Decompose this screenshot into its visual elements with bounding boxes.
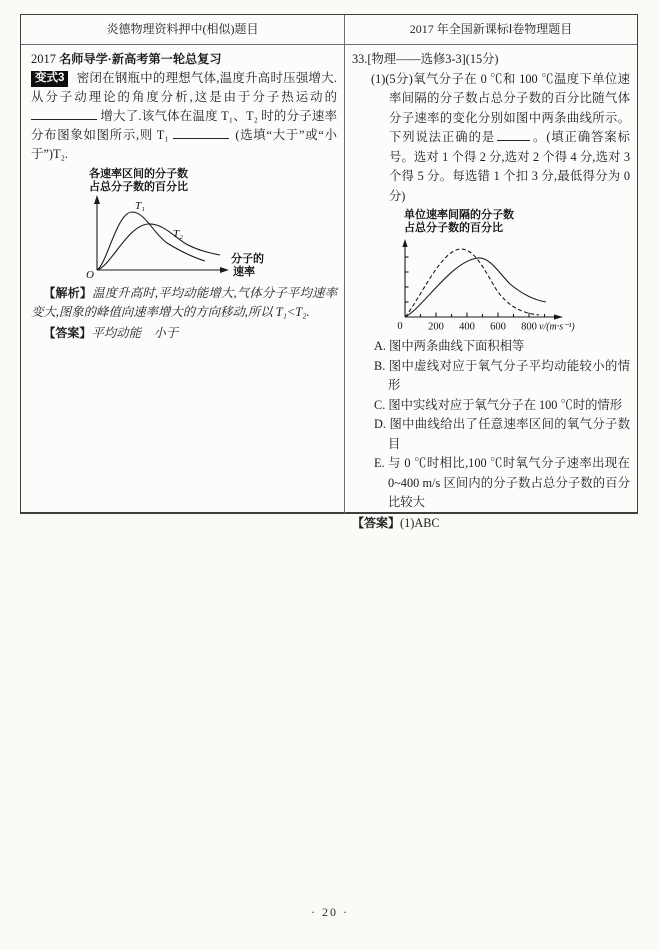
left-x-axis-arrow — [220, 267, 229, 273]
curve-T1-label: T₁ — [135, 200, 145, 212]
left-answer-text: 平均动能 小于 — [91, 326, 179, 340]
source-book-title — [31, 50, 337, 67]
option-D-text: 图中曲线给出了任意速率区间的氧气分子数目 — [388, 417, 630, 451]
q1-part1: (1)(5分)氧气分子在 0 ℃和 100 ℃温度下单位速率间隔的分子数占总分子数的百分比随气体分子速率的变化分别如图中两条曲线所示。下列说法正确的是 — [371, 71, 630, 144]
left-x-label-line1: 分子的 — [231, 253, 264, 265]
page-number: · 20 · — [311, 905, 349, 919]
left-chart-title-line2: 占总分子数的百分比 — [89, 181, 188, 193]
curve-T2-label: T₂ — [173, 228, 183, 240]
left-y-axis-arrow — [94, 195, 100, 204]
header-right-cell: 2017 年全国新课标Ⅰ卷物理题目 — [409, 22, 573, 36]
curve-T2 — [97, 224, 220, 270]
option-B — [374, 357, 630, 396]
option-E-label: E. — [374, 456, 385, 470]
right-answer-marker: 【答案】 — [352, 515, 401, 530]
book-year: 2017 — [31, 52, 56, 66]
right-y-axis-arrow — [402, 239, 407, 247]
curve-solid-100C — [405, 258, 546, 317]
problem-part1: 密闭在钢瓶中的理想气体,温度升高时压强增大.从分子动理论的角度分析,这是由于分子热运动的 — [31, 71, 337, 104]
option-A — [374, 337, 630, 357]
option-E-text: 与 0 ℃时相比,100 ℃时氧气分子速率出现在 0~400 m/s 区间内的分子数占总分子数的百分比较大 — [388, 456, 630, 509]
right-chart-ylabel-line2: 占总分子数的百分比 — [404, 222, 503, 234]
option-C-label: C. — [374, 397, 386, 412]
table-header-row — [21, 15, 637, 45]
option-A-label: A. — [374, 339, 386, 353]
left-origin-label: O — [86, 269, 94, 281]
right-chart-svg — [391, 237, 575, 335]
left-answer-marker: 【答案】 — [43, 326, 92, 340]
q1-part2: 。(填正确答案标号。选对 1 个得 2 分,选对 2 个得 4 分,选对 3 个得 5 分。每选错 1 个扣 3 分,最低得分为 0 分) — [389, 130, 630, 203]
options-list — [374, 337, 630, 513]
right-chart-ylabel-line1: 单位速率间隔的分子数 — [404, 209, 514, 221]
speed-distribution-chart-left — [73, 168, 337, 282]
analysis-paragraph — [31, 284, 337, 322]
variant-problem-text — [31, 69, 337, 164]
option-C — [374, 396, 630, 416]
header-left-cell: 炎德物理资料押中(相似)题目 — [21, 15, 345, 44]
analysis-text: 温度升高时,平均动能增大,气体分子平均速率变大,图象的峰值向速率增大的方向移动,所以 T₁<T₂. — [31, 286, 337, 319]
option-D-label: D. — [374, 417, 386, 431]
right-origin-label: 0 — [397, 321, 403, 332]
book-name: 名师导学·新高考第一轮总复习 — [59, 52, 222, 66]
fill-blank-1 — [31, 107, 97, 120]
question-33-heading — [352, 50, 630, 70]
left-column — [21, 45, 345, 513]
speed-distribution-chart-right — [364, 209, 630, 335]
option-D — [374, 415, 630, 454]
right-chart-ylabel — [404, 209, 630, 235]
comparison-table — [20, 14, 638, 530]
option-C-text: 图中实线对应于氧气分子在 100 ℃时的情形 — [388, 397, 623, 412]
right-answer-text: (1)ABC — [400, 515, 440, 530]
variant-badge: 变式3 — [31, 71, 68, 87]
left-chart-title-line1: 各速率区间的分子数 — [89, 168, 188, 180]
left-chart-svg — [73, 194, 283, 282]
option-E — [374, 454, 630, 513]
option-B-text: 图中虚线对应于氧气分子平均动能较小的情形 — [388, 358, 630, 392]
analysis-marker: 【解析】 — [43, 286, 93, 300]
question-33-1-text — [371, 70, 630, 207]
x-axis-unit-label: v/(m·s⁻¹) — [539, 321, 575, 333]
left-x-label-line2: 速率 — [233, 266, 255, 278]
option-A-text: 图中两条曲线下面积相等 — [389, 339, 525, 353]
problem-part2: 增大了.该气体在温度 T₁、T₂ 时的分子速率分布图象如图所示,则 T₁ — [31, 109, 337, 142]
right-x-axis-arrow — [554, 314, 563, 319]
question-title: [物理——选修3-3](15分) — [367, 52, 499, 66]
left-chart-title — [89, 168, 337, 194]
curve-T1 — [97, 212, 205, 270]
x-tick-800: 800 — [521, 321, 537, 333]
option-B-label: B. — [374, 358, 386, 373]
right-answer-line — [352, 514, 630, 533]
left-answer-line — [31, 324, 337, 343]
question-number: 33. — [352, 52, 368, 66]
table-body-row — [21, 45, 637, 530]
right-column — [345, 45, 637, 530]
x-tick-400: 400 — [459, 321, 475, 333]
fill-blank-3 — [497, 128, 530, 141]
fill-blank-2 — [173, 126, 229, 139]
x-tick-200: 200 — [428, 321, 444, 333]
problem-part3: (选填“大于”或“小于”)T₂. — [31, 128, 337, 161]
x-tick-600: 600 — [490, 321, 506, 333]
